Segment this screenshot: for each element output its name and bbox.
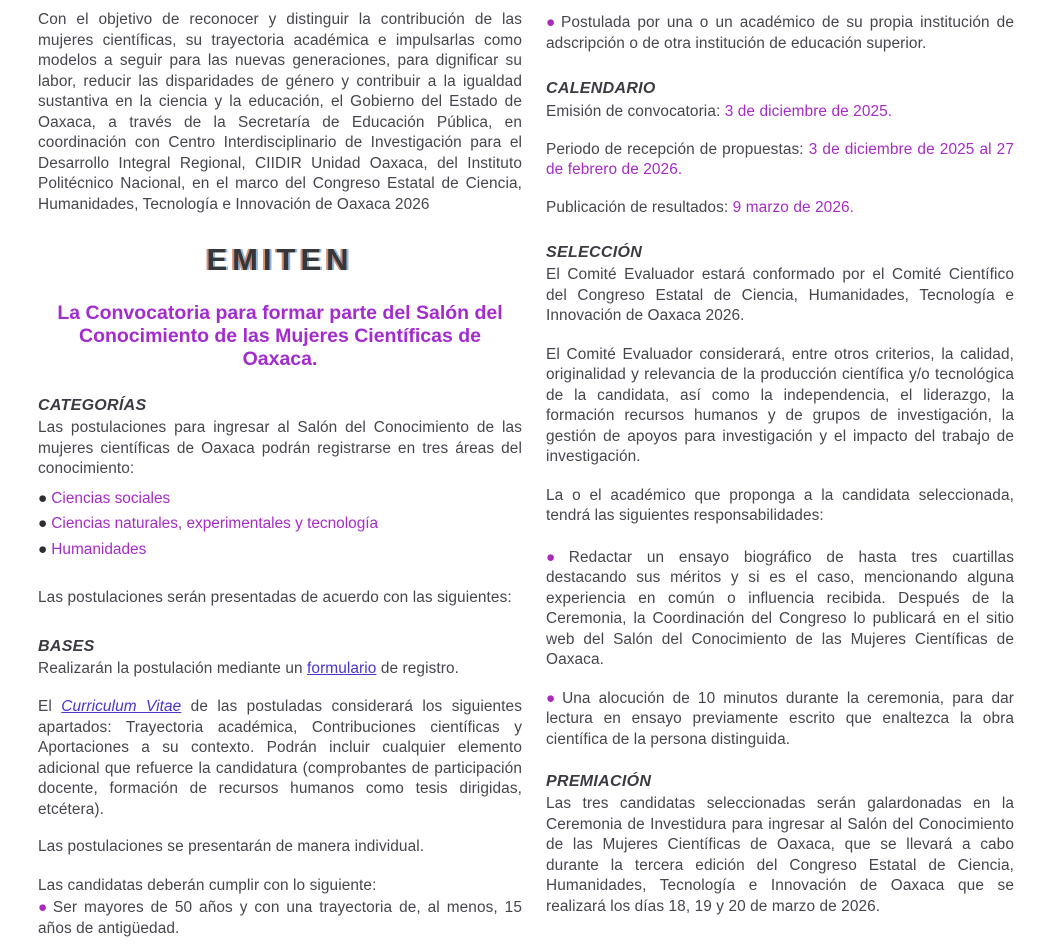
category-item	[38, 489, 522, 510]
bullet-text: Ser mayores de 50 años y con una trayectoria de, al menos, 15 años de antigüedad.	[38, 899, 522, 937]
bullet-icon: ●	[546, 14, 558, 31]
left-column	[38, 10, 522, 939]
cv-text-prefix: El	[38, 698, 62, 715]
right-column	[546, 10, 1014, 939]
presentadas-paragraph: Las postulaciones serán presentadas de acuerdo con las siguientes:	[38, 589, 512, 606]
bullet-item-redactar	[546, 548, 1014, 671]
bases-paragraph	[38, 659, 522, 680]
formulario-link[interactable]: formulario	[307, 659, 377, 677]
bullet-text: Una alocución de 10 minutos durante la ceremonia, para dar lectura en ensayo previamente escrito que enaltezca la obra científica de la persona distinguida.	[546, 689, 1014, 748]
section-heading-calendario: CALENDARIO	[546, 80, 656, 97]
cv-paragraph	[38, 697, 522, 820]
bullet-icon: ●	[38, 489, 48, 507]
emiten-title: EMITEN	[206, 242, 354, 277]
section-heading-seleccion: SELECCIÓN	[546, 244, 643, 261]
bullet-item-mayores	[38, 898, 522, 939]
category-label: Ciencias sociales	[51, 489, 171, 507]
bullet-icon: ●	[38, 515, 48, 532]
calendar-label: Periodo de recepción de propuestas:	[546, 140, 809, 158]
bases-text-prefix: Realizarán la postulación mediante un	[38, 659, 308, 677]
category-item	[38, 514, 522, 535]
categorias-paragraph: Las postulaciones para ingresar al Salón del Conocimiento de las mujeres científicas de Oaxaca podrán registrarse en tres áreas del conocimiento:	[38, 419, 522, 477]
calendar-entry	[546, 140, 1014, 181]
calendar-label: Publicación de resultados:	[546, 198, 733, 216]
bullet-text: Postulada por una o un académico de su propia institución de adscripción o de otra institución de educación superior.	[546, 14, 1014, 52]
section-heading-bases: BASES	[38, 637, 95, 655]
calendar-date: 9 marzo de 2026.	[732, 198, 855, 216]
category-label: Ciencias naturales, experimentales y tecnología	[51, 515, 379, 532]
main-title: La Convocatoria para formar parte del Salón del Conocimiento de las Mujeres Científicas de Oaxaca.	[57, 302, 503, 370]
individual-paragraph: Las postulaciones se presentarán de manera individual.	[38, 838, 425, 855]
calendar-date: 3 de diciembre de 2025 al 27 de febrero de 2026.	[546, 140, 1014, 178]
bullet-icon: ●	[38, 540, 48, 558]
candidatas-paragraph: Las candidatas deberán cumplir con lo siguiente:	[38, 876, 377, 894]
category-label: Humanidades	[51, 540, 147, 558]
premiacion-paragraph: Las tres candidatas seleccionadas serán galardonadas en la Ceremonia de Investidura para ingresar al Salón del Conocimiento de las Mujeres Científicas de Oaxaca, que se llevará a cabo durante la tercera edición del Congreso Estatal de Ciencia, Humanidades, Tecnología e Innovación de Oaxaca que se realizará los días 18, 19 y 20 de marzo de 2026.	[546, 795, 1014, 915]
calendar-label: Emisión de convocatoria:	[546, 103, 725, 120]
bullet-item-alocucion	[546, 689, 1014, 751]
cv-text-suffix: de las postuladas considerará los siguientes apartados: Trayectoria académica, Contribuciones científicas y Aportaciones a su contexto. Podrán incluir cualquier elemento adicional que refuerce la candidatura (comprobantes de participación docente, formación de recursos humanos como tesis dirigidas, etcétera).	[38, 698, 522, 818]
category-item	[38, 540, 522, 561]
intro-paragraph: Con el objetivo de reconocer y distinguir la contribución de las mujeres científicas, su trayectoria académica e impulsarlas como modelos a seguir para las nuevas generaciones, para dignificar su labor, reducir las disparidades de género y contribuir a la igualdad sustantiva en la ciencia y la educación, el Gobierno del Estado de Oaxaca, a través de la Secretaría de Educación Pública, en coordinación con Centro Interdisciplinario de Investigación para el Desarrollo Integral Regional, CIIDIR Unidad Oaxaca, del Instituto Politécnico Nacional, en el marco del Congreso Estatal de Ciencia, Humanidades, Tecnología e Innovación de Oaxaca 2026	[38, 11, 522, 213]
seleccion-paragraph-3: La o el académico que proponga a la candidata seleccionada, tendrá las siguientes responsabilidades:	[546, 486, 1014, 524]
seleccion-paragraph-1: El Comité Evaluador estará conformado por el Comité Científico del Congreso Estatal de Ciencia, Humanidades, Tecnología e Innovación de Oaxaca 2026.	[546, 266, 1014, 324]
bullet-icon: ●	[38, 899, 50, 916]
seleccion-paragraph-2: El Comité Evaluador considerará, entre otros criterios, la calidad, originalidad y relevancia de la producción científica y/o tecnológica de la candidata, así como la independencia, el liderazgo, la formación recursos humanos y de grupos de investigación, la gestión de apoyos para investigación y el impacto del trabajo de investigación.	[546, 345, 1014, 465]
bullet-item-postulada	[546, 13, 1014, 54]
bullet-icon: ●	[546, 689, 560, 707]
calendar-entry	[546, 102, 1014, 123]
section-heading-premiacion: PREMIACIÓN	[546, 773, 652, 790]
section-heading-categorias: CATEGORÍAS	[38, 397, 147, 414]
calendar-entry	[546, 198, 1014, 219]
bases-text-suffix: de registro.	[376, 659, 460, 677]
bullet-icon: ●	[546, 548, 566, 566]
calendar-date: 3 de diciembre de 2025.	[724, 103, 893, 120]
curriculum-vitae-link[interactable]: Curriculum Vitae	[61, 698, 182, 715]
bullet-text: Redactar un ensayo biográfico de hasta tres cuartillas destacando sus méritos y si es el caso, mencionando alguna experiencia en común o influencia recibida. Después de la Ceremonia, la Coordinación del Congreso lo publicará en el sitio web del Salón del Conocimiento de las Mujeres Científicas de Oaxaca.	[546, 548, 1014, 668]
